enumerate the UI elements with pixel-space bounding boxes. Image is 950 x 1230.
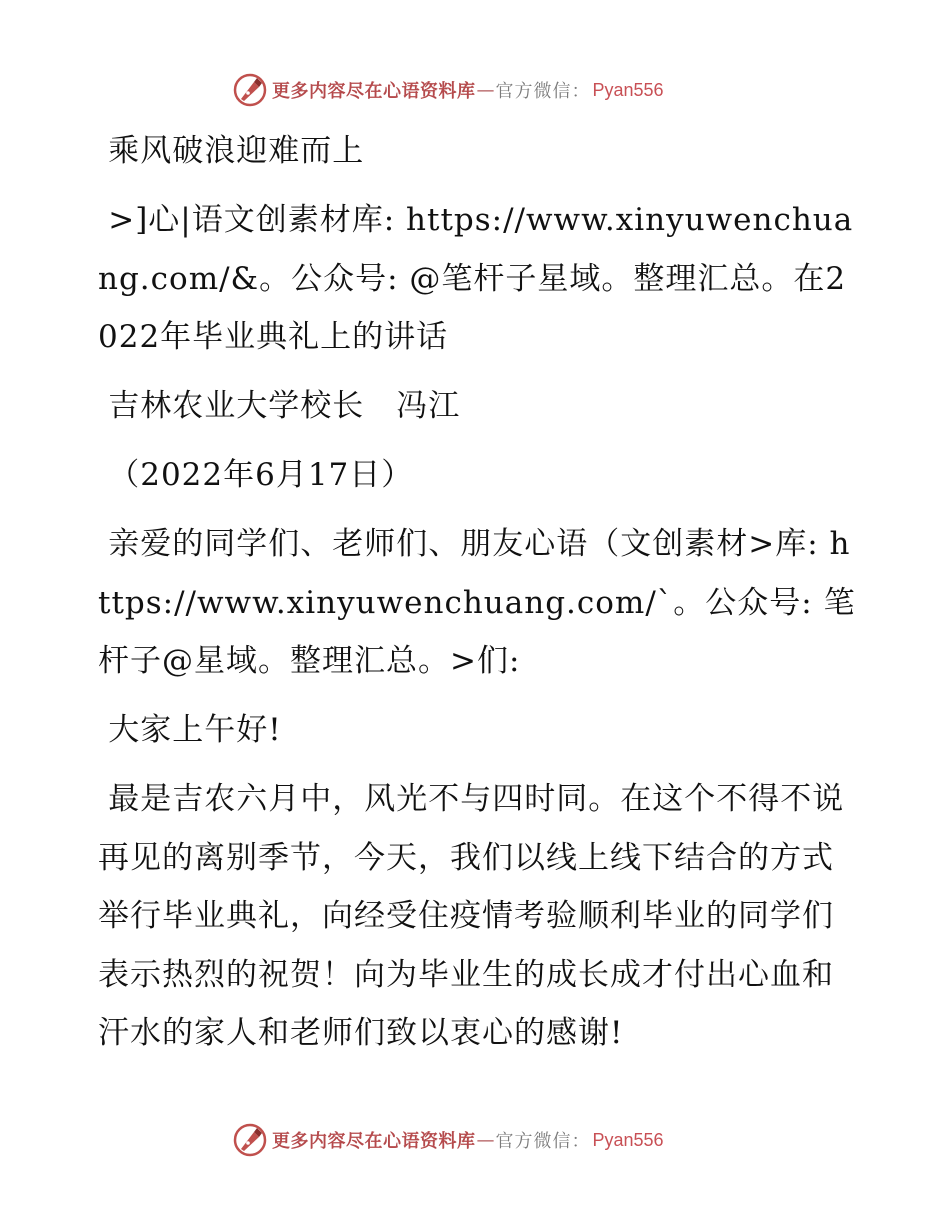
brand-text: 更多内容尽在心语资料库 xyxy=(272,1131,476,1152)
pen-nib-icon xyxy=(232,1122,268,1158)
body-paragraph: 最是吉农六月中，风光不与四时同。在这个不得不说再见的离别季节，今天，我们以线上线下结合的方式举行毕业典礼，向经受住疫情考验顺利毕业的同学们表示热烈的祝贺！向为毕业生的成长成才付出心血和汗水的家人和老师们致以衷心的感谢! xyxy=(98,781,845,1051)
header-watermark-banner xyxy=(232,70,664,110)
pen-nib-icon xyxy=(232,72,268,108)
official-wechat-label: 官方微信： xyxy=(495,1131,591,1152)
separator: — xyxy=(476,79,495,101)
greeting: 大家上午好! xyxy=(108,712,282,748)
document-body xyxy=(98,122,858,1073)
brand-text: 更多内容尽在心语资料库 xyxy=(272,81,476,102)
paragraph-source-note: >]心|语文创素材库: https://www.xinyuwenchuang.com/&。公众号: @笔杆子星域。整理汇总。在2022年毕业典礼上的讲话 xyxy=(98,202,854,355)
wechat-id: Pyan556 xyxy=(592,79,664,100)
speaker-line: 吉林农业大学校长 冯江 xyxy=(108,388,461,424)
salutation: 亲爱的同学们、老师们、朋友心语（文创素材>库: https://www.xinyuwenchuang.com/`。公众号: 笔杆子@星域。整理汇总。>们: xyxy=(98,526,856,679)
separator: — xyxy=(476,1129,495,1151)
date-line: （2022年6月17日） xyxy=(108,457,414,493)
official-wechat-label: 官方微信： xyxy=(495,81,591,102)
doc-title: 乘风破浪迎难而上 xyxy=(108,133,365,169)
footer-watermark-banner xyxy=(232,1120,664,1160)
wechat-id: Pyan556 xyxy=(592,1129,664,1150)
